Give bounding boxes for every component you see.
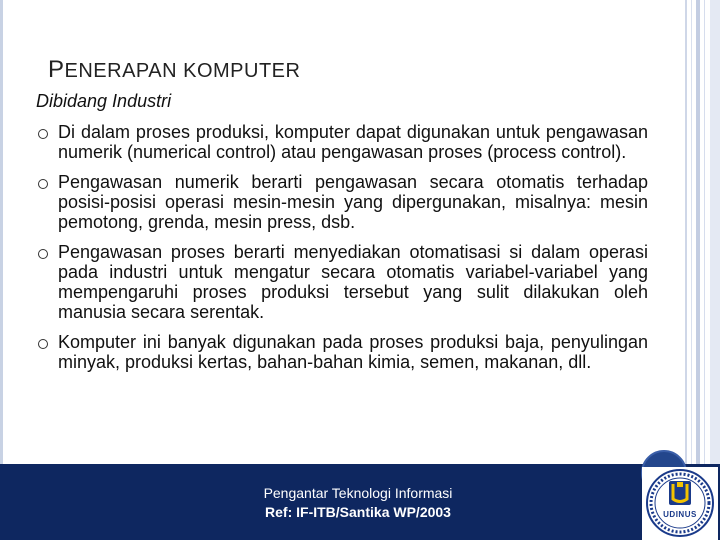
bullet-list — [36, 122, 648, 382]
bullet-text: Pengawasan proses berarti menyediakan otomatisasi si dalam operasi pada industri untuk mengatur secara otomatis variabel-variabel yang mempengaruhi proses produksi tersebut yang sulit dilakukan oleh manusia secara serentak. — [58, 242, 648, 322]
bullet-item — [36, 122, 648, 162]
bullet-circle-icon — [38, 339, 48, 349]
slide-frame-stripe — [696, 0, 700, 464]
slide-frame-left — [0, 0, 3, 464]
university-seal-icon — [642, 467, 718, 540]
footer-bar — [0, 464, 720, 540]
bullet-item — [36, 242, 648, 322]
bullet-item — [36, 172, 648, 232]
university-logo — [642, 467, 718, 540]
bullet-text: Pengawasan numerik berarti pengawasan secara otomatis terhadap posisi-posisi operasi mesin-mesin yang dipergunakan, misalnya: mesin pemotong, grenda, mesin press, dsb. — [58, 172, 648, 232]
bullet-item — [36, 332, 648, 372]
bullet-text: Di dalam proses produksi, komputer dapat digunakan untuk pengawasan numerik (numerical control) atau pengawasan proses (process control). — [58, 122, 648, 162]
slide-frame-stripe — [710, 0, 720, 464]
slide-frame-stripe — [704, 0, 705, 464]
bullet-circle-icon — [38, 129, 48, 139]
logo-brand: UDINUS — [663, 510, 697, 519]
slide-title-rest: ENERAPAN KOMPUTER — [64, 60, 301, 82]
footer-course-title: Pengantar Teknologi Informasi — [263, 485, 453, 501]
bullet-circle-icon — [38, 179, 48, 189]
slide-frame-stripe — [685, 0, 687, 464]
slide-subtitle: Dibidang Industri — [36, 91, 172, 111]
slide-title-initial: P — [48, 56, 65, 83]
slide-title — [48, 56, 300, 84]
footer-reference: Ref: IF-ITB/Santika WP/2003 — [265, 504, 451, 520]
bullet-circle-icon — [38, 249, 48, 259]
slide-frame-stripe — [691, 0, 692, 464]
bullet-text: Komputer ini banyak digunakan pada proses produksi baja, penyulingan minyak, produksi kertas, bahan-bahan kimia, semen, makanan, dll. — [58, 332, 648, 372]
